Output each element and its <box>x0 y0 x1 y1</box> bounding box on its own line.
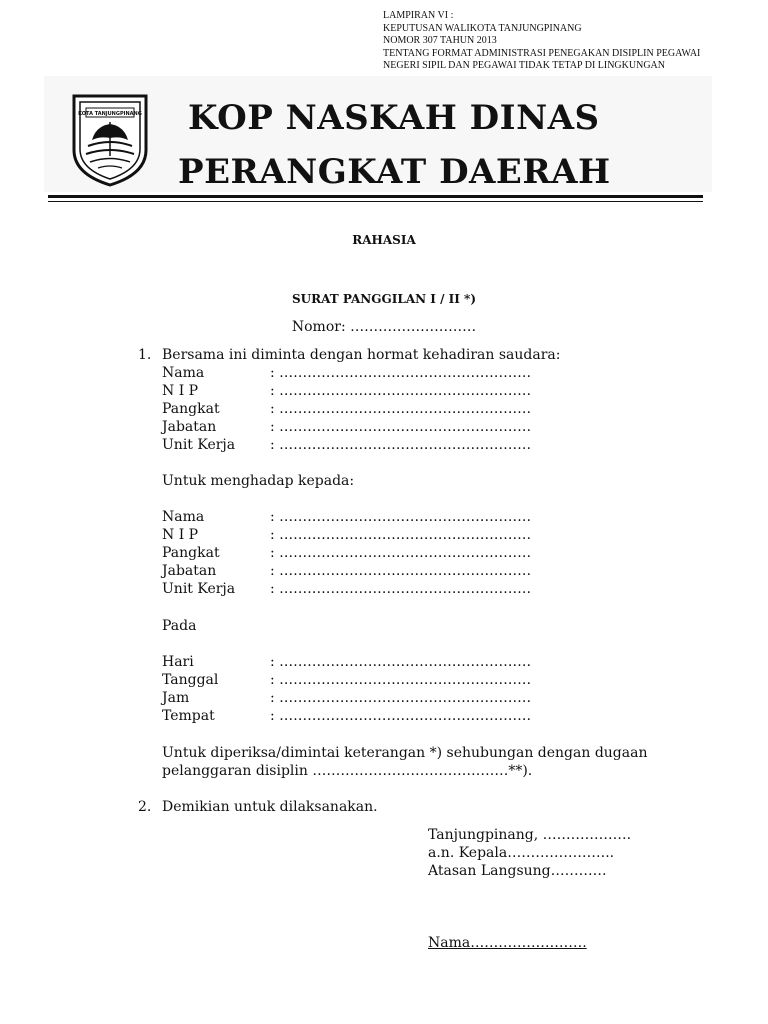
field-label: Hari <box>162 654 194 670</box>
field-value: : ……………………………………………… <box>270 527 532 543</box>
signature-name: Nama……………………. <box>428 935 587 951</box>
field-label: Jam <box>162 690 190 706</box>
field-label: Tempat <box>162 708 215 724</box>
city-emblem-logo <box>70 92 150 188</box>
signature-superior: Atasan Langsung………… <box>428 863 607 879</box>
attachment-line: LAMPIRAN VI : <box>383 10 454 21</box>
field-label: Nama <box>162 365 205 381</box>
field-value: : ……………………………………………… <box>270 383 532 399</box>
svg-text:KOTA TANJUNGPINANG: KOTA TANJUNGPINANG <box>78 111 142 117</box>
field-label: Jabatan <box>162 563 217 579</box>
letterhead-title-line1: KOP NASKAH DINAS <box>188 98 600 138</box>
field-value: : ……………………………………………… <box>270 672 532 688</box>
item-number: 1. <box>138 347 152 363</box>
letter-title: SURAT PANGGILAN I / II *) <box>291 292 476 306</box>
field-value: : ……………………………………………… <box>270 708 532 724</box>
classification-label: RAHASIA <box>352 233 416 247</box>
field-label: Unit Kerja <box>162 581 236 597</box>
time-intro: Pada <box>162 618 197 634</box>
letterhead-divider-thick <box>48 195 703 198</box>
attachment-line: KEPUTUSAN WALIKOTA TANJUNGPINANG <box>383 22 582 34</box>
field-value: : ……………………………………………… <box>270 690 532 706</box>
field-value: : ……………………………………………… <box>270 581 532 597</box>
attachment-reference <box>383 10 700 73</box>
purpose-line: pelanggaran disiplin ……………………………………**). <box>162 763 533 779</box>
attachment-line: NEGERI SIPIL DAN PEGAWAI TIDAK TETAP DI LINGKUNGAN <box>383 60 665 71</box>
field-label: N I P <box>162 383 199 399</box>
signature-on-behalf: a.n. Kepala………………….. <box>428 845 615 861</box>
field-label: Tanggal <box>162 672 219 688</box>
letterhead-divider-thin <box>48 201 703 202</box>
field-value: : ……………………………………………… <box>270 545 532 561</box>
attachment-line: TENTANG FORMAT ADMINISTRASI PENEGAKAN DISIPLIN PEGAWAI <box>383 47 701 59</box>
letterhead-title-line2: PERANGKAT DAERAH <box>178 152 611 192</box>
field-label: N I P <box>162 527 199 543</box>
face-intro: Untuk menghadap kepada: <box>162 473 355 489</box>
attachment-line: NOMOR 307 TAHUN 2013 <box>383 35 497 46</box>
field-value: : ……………………………………………… <box>270 365 532 381</box>
field-value: : ……………………………………………… <box>270 654 532 670</box>
letter-number: Nomor: ……………………… <box>291 319 477 335</box>
field-label: Nama <box>162 509 205 525</box>
item1-intro: Bersama ini diminta dengan hormat kehadiran saudara: <box>162 347 561 363</box>
item2-text: Demikian untuk dilaksanakan. <box>162 799 378 815</box>
signature-place-date: Tanjungpinang, ………………. <box>428 827 632 843</box>
field-label: Unit Kerja <box>162 437 236 453</box>
purpose-line: Untuk diperiksa/dimintai keterangan *) sehubungan dengan dugaan <box>162 745 648 761</box>
field-label: Pangkat <box>162 545 220 561</box>
field-value: : ……………………………………………… <box>270 509 532 525</box>
field-value: : ……………………………………………… <box>270 563 532 579</box>
field-value: : ……………………………………………… <box>270 437 532 453</box>
field-label: Pangkat <box>162 401 220 417</box>
item-number: 2. <box>138 799 152 815</box>
field-value: : ……………………………………………… <box>270 401 532 417</box>
field-value: : ……………………………………………… <box>270 419 532 435</box>
field-label: Jabatan <box>162 419 217 435</box>
